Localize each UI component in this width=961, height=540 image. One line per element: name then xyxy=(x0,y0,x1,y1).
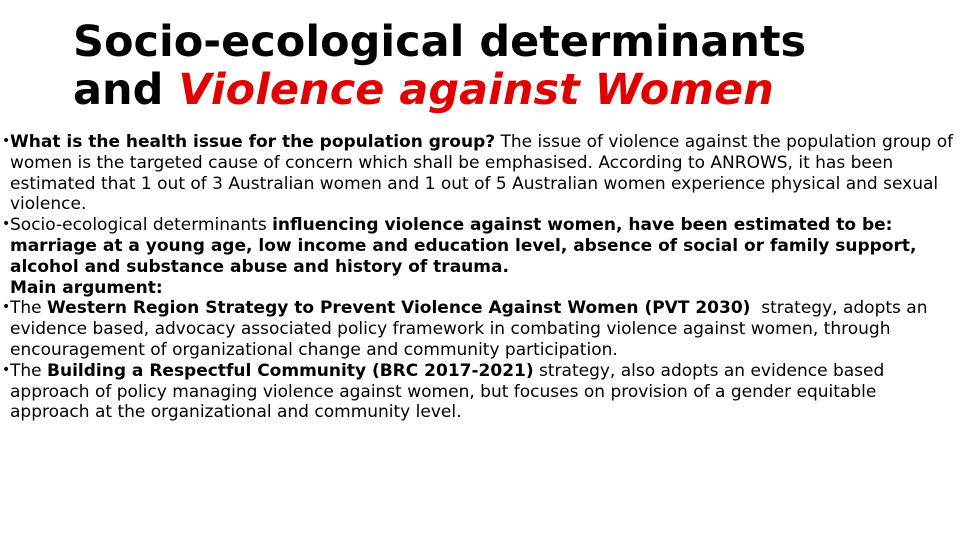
pvt-strategy-name: Western Region Strategy to Prevent Violence Against Women (PVT 2030) xyxy=(47,298,751,319)
title-line-1: Socio-ecological determinants xyxy=(73,17,807,67)
bullet-health-issue xyxy=(6,132,956,215)
bullet-brc-2017-2021 xyxy=(6,361,956,423)
title-line-2-plain: and xyxy=(73,65,179,115)
slide-title xyxy=(73,18,943,114)
title-highlight: Violence against Women xyxy=(178,65,774,115)
main-argument-heading xyxy=(6,278,956,299)
main-argument-label: Main argument: xyxy=(10,277,163,298)
health-issue-text: The issue of violence against the population group of women is the targeted cause of concern which shall be emphasised. According to ANROWS, it has been estimated that 1 out of 3 Australian women and 1 out of 5 Australian women experience physical and sexual violence. xyxy=(10,132,954,215)
determinants-list: influencing violence against women, have been estimated to be: marriage at a young age, low income and education level, absence of social or family support, alcohol and substance abuse and history of trauma. xyxy=(10,215,917,277)
slide-body xyxy=(6,132,956,423)
brc-text: strategy, also adopts an evidence based approach of policy managing violence against women, but focuses on provision of a gender equitable approach at the organizational and community level. xyxy=(10,360,885,423)
bullet-pvt-2030 xyxy=(6,298,956,360)
pvt-text: strategy, adopts an evidence based, advocacy associated policy framework in combating violence against women, through encouragement of organizational change and community participation. xyxy=(10,298,933,360)
health-issue-question: What is the health issue for the population group? xyxy=(10,132,496,152)
determinants-lead: Socio-ecological determinants xyxy=(10,215,273,236)
pvt-pre: The xyxy=(10,298,48,319)
bullet-determinants xyxy=(6,215,956,277)
brc-pre: The xyxy=(10,360,48,381)
brc-strategy-name: Building a Respectful Community (BRC 2017-2021) xyxy=(47,360,534,381)
